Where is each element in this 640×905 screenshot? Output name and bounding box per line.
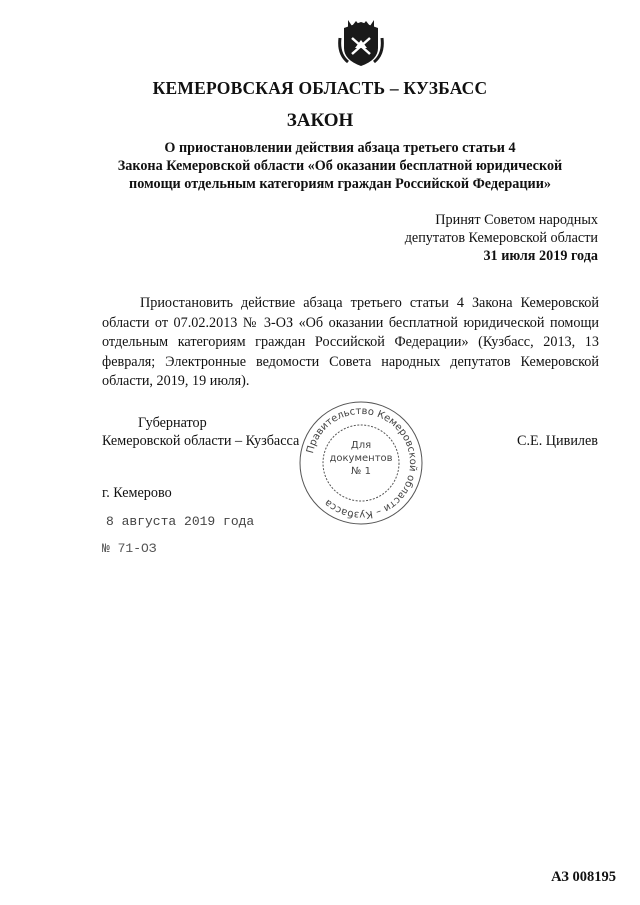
law-title-line: помощи отдельным категориям граждан Российской Федерации» — [129, 176, 551, 192]
seal-center-line3: № 1 — [351, 466, 371, 477]
adoption-date: 31 июля 2019 года — [483, 248, 598, 264]
seal-ring-text: Правительство Кемеровской области – Кузбасса — [304, 405, 419, 521]
law-title-line: О приостановлении действия абзаца третьего статьи 4 — [164, 140, 516, 156]
law-title-line: Закона Кемеровской области «Об оказании бесплатной юридической — [117, 158, 563, 174]
adoption-line: Принят Советом народных — [435, 212, 598, 228]
stamped-law-number: № 71-ОЗ — [102, 541, 157, 556]
adoption-block — [405, 211, 598, 265]
signatory-name: С.Е. Цивилев — [517, 433, 598, 449]
law-body-paragraph: Приостановить действие абзаца третьего статьи 4 Закона Кемеровской области от 07.02.2013 № 3-ОЗ «Об оказании бесплатной юридической помощи отдельным категориям граждан Российской Федерации» (Кузбасс, 2013, 13 февраля; Электронные ведомости Совета народных депутатов Кемеровской области, 2019, 19 июля). — [102, 295, 599, 389]
signatory-position-line2: Кемеровской области – Кузбасса — [102, 433, 300, 449]
region-heading: КЕМЕРОВСКАЯ ОБЛАСТЬ – КУЗБАСС — [152, 78, 488, 98]
seal-center-line1: Для — [350, 440, 372, 451]
form-serial-number: АЗ 008195 — [551, 869, 616, 885]
signatory-position-line1: Губернатор — [138, 415, 207, 431]
official-seal — [296, 398, 426, 528]
law-title — [60, 139, 620, 193]
coat-of-arms-icon — [338, 18, 384, 68]
seal-center-line2: документов — [329, 453, 393, 464]
adoption-line: депутатов Кемеровской области — [404, 230, 598, 246]
stamped-date: 8 августа 2019 года — [106, 514, 255, 529]
document-type-heading: ЗАКОН — [286, 110, 354, 131]
city-label: г. Кемерово — [102, 485, 172, 501]
